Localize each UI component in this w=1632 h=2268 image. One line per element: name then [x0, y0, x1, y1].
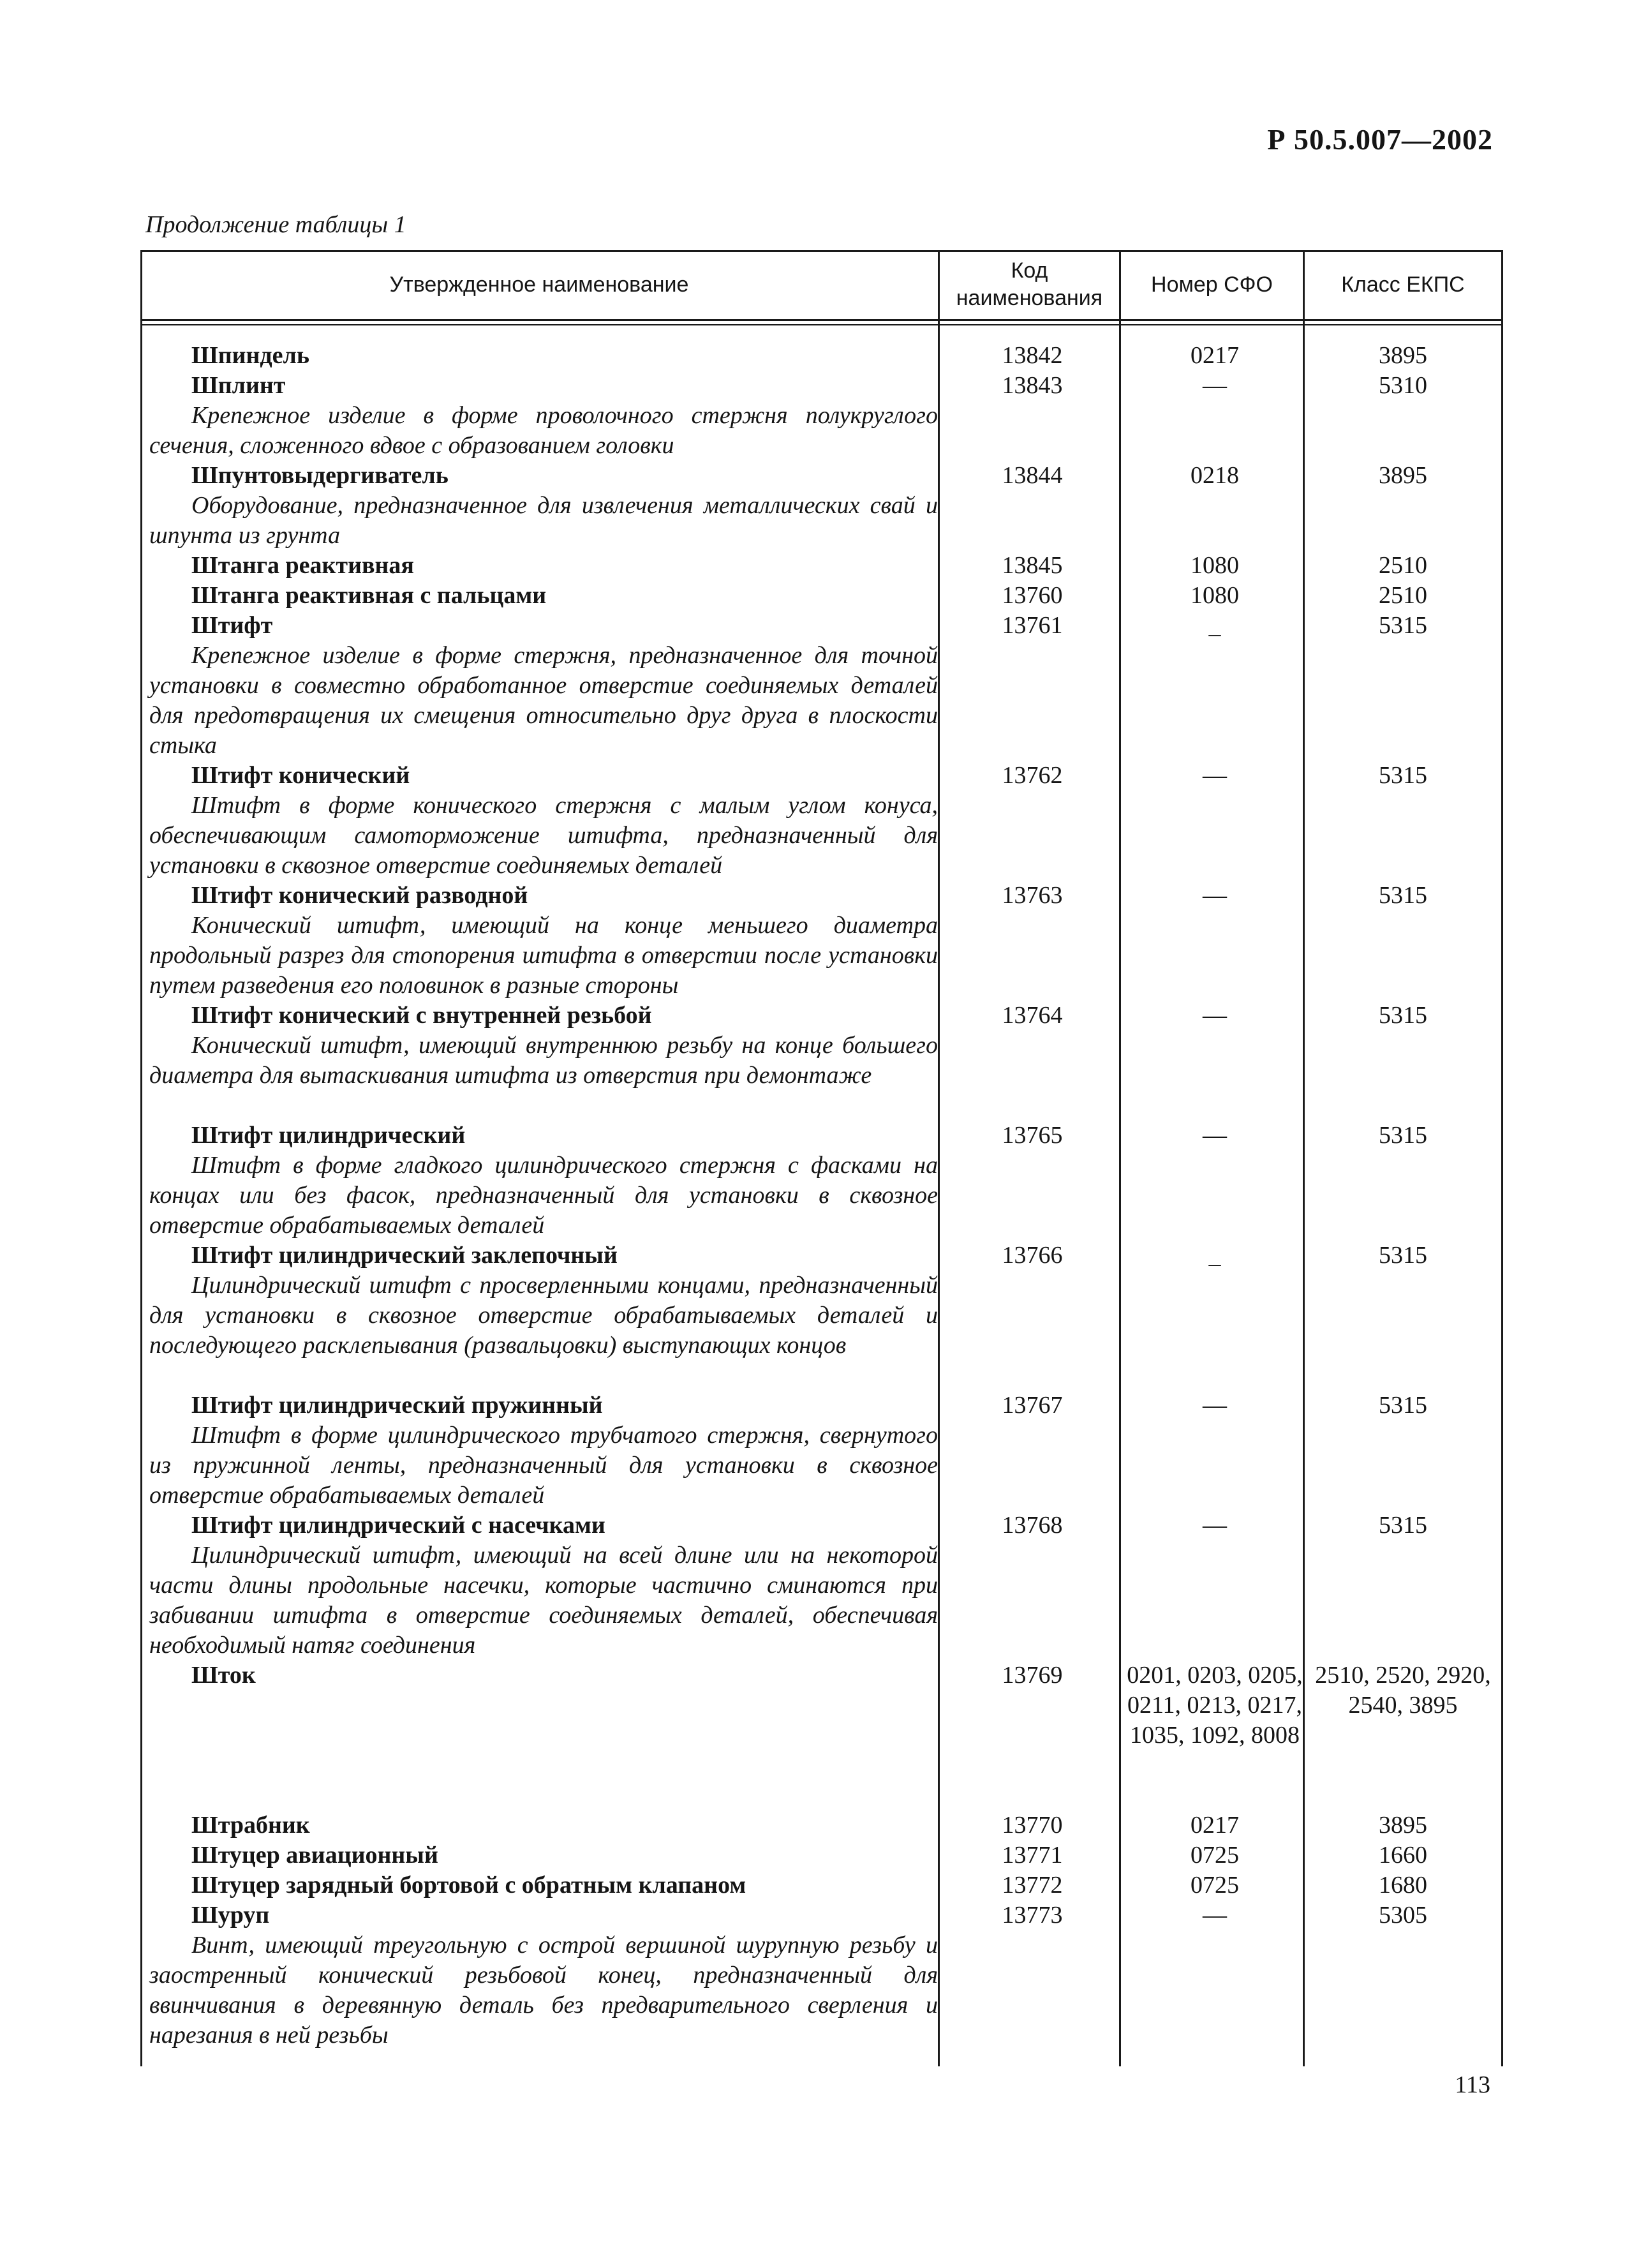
cell-sfo: _	[1208, 612, 1221, 639]
cell-ekps: 3895	[1379, 342, 1427, 369]
table-row	[140, 881, 1503, 1001]
item-description: Штифт в форме гладкого цилиндрического стержня с фасками на концах или без фасок, предназначенный для установки в сквозное отверстие обрабатываемых деталей	[149, 1152, 938, 1239]
item-description: Конический штифт, имеющий внутреннюю резьбу на конце большего диаметра для вытаскивания штифта из отверстия при демонтаже	[149, 1032, 938, 1089]
item-description: Винт, имеющий треугольную с острой вершиной шурупную резьбу и заостренный конический резьбовой конец, предназначенный для ввинчивания в деревянную деталь без предварительного сверления и нарезания в ней резьбы	[149, 1932, 938, 2048]
table-row	[140, 341, 1503, 371]
cell-ekps: 5315	[1379, 1512, 1427, 1539]
cell-name	[140, 551, 938, 581]
table-row	[140, 1391, 1503, 1511]
cell-ekps: 5315	[1379, 1392, 1427, 1419]
cell-name	[140, 1121, 938, 1241]
table-row	[140, 1001, 1503, 1121]
main-table	[140, 250, 1503, 2066]
cell-code: 13844	[1002, 462, 1063, 489]
cell-name	[140, 881, 938, 1001]
item-description: Штифт в форме конического стержня с малым углом конуса, обеспечивающим самоторможение штифта, предназначенный для установки в сквозное отверстие соединяемых деталей	[149, 792, 938, 879]
cell-code: 13842	[1002, 342, 1063, 369]
cell-code: 13770	[1002, 1812, 1063, 1839]
item-name: Шплинт	[191, 372, 286, 399]
header-rule-double	[140, 324, 1503, 325]
cell-ekps: 5315	[1379, 762, 1427, 789]
cell-name	[140, 1660, 938, 1690]
cell-ekps: 3895	[1379, 462, 1427, 489]
item-name: Штуцер зарядный бортовой с обратным клапаном	[191, 1872, 746, 1899]
cell-sfo: 0725	[1191, 1842, 1239, 1869]
cell-sfo: 0725	[1191, 1872, 1239, 1899]
column-header-name: Утвержденное наименование	[389, 272, 689, 297]
cell-code: 13761	[1002, 612, 1063, 639]
item-name: Штифт конический с внутренней резьбой	[191, 1002, 652, 1029]
cell-ekps: 5315	[1379, 882, 1427, 909]
cell-sfo: 0201, 0203, 0205, 0211, 0213, 0217, 1035, 1092, 8008	[1127, 1662, 1303, 1749]
item-description: Оборудование, предназначенное для извлечения металлических свай и шпунта из грунта	[149, 492, 938, 549]
cell-sfo: 0217	[1191, 342, 1239, 369]
document-number: Р 50.5.007—2002	[1267, 123, 1493, 156]
cell-name	[140, 371, 938, 461]
cell-name	[140, 1900, 938, 2050]
cell-sfo: _	[1208, 1242, 1221, 1269]
cell-sfo: —	[1203, 1512, 1227, 1539]
cell-sfo: 0217	[1191, 1812, 1239, 1839]
cell-name	[140, 1870, 938, 1900]
item-name: Штифт цилиндрический	[191, 1122, 466, 1149]
item-name: Штифт цилиндрический с насечками	[191, 1512, 605, 1539]
cell-name	[140, 461, 938, 551]
table-row	[140, 1900, 1503, 2050]
item-name: Штифт конический разводной	[191, 882, 528, 909]
cell-ekps: 2510	[1379, 582, 1427, 609]
cell-name	[140, 1840, 938, 1870]
cell-ekps: 5305	[1379, 1902, 1427, 1929]
column-header-sfo: Номер СФО	[1151, 272, 1273, 297]
table-row	[140, 551, 1503, 581]
item-description: Крепежное изделие в форме стержня, предназначенное для точной установки в совместно обработанное отверстие соединяемых деталей для предотвращения их смещения относительно друг друга в плоскости стыка	[149, 642, 938, 759]
item-name: Штрабник	[191, 1812, 310, 1839]
item-name: Штанга реактивная	[191, 552, 414, 579]
item-name: Штифт цилиндрический заклепочный	[191, 1242, 618, 1269]
item-name: Штифт	[191, 612, 273, 639]
cell-sfo: 0218	[1191, 462, 1239, 489]
cell-sfo: —	[1203, 1902, 1227, 1929]
column-header-code: Код наименования	[956, 258, 1103, 310]
cell-code: 13768	[1002, 1512, 1063, 1539]
cell-name	[140, 761, 938, 881]
table-row	[140, 1511, 1503, 1660]
table-row	[140, 371, 1503, 461]
cell-code: 13843	[1002, 372, 1063, 399]
cell-name	[140, 1391, 938, 1511]
table-row	[140, 761, 1503, 881]
table-row	[140, 1241, 1503, 1391]
item-name: Штифт конический	[191, 762, 410, 789]
item-description: Штифт в форме цилиндрического трубчатого стержня, свернутого из пружинной ленты, предназначенный для установки в сквозное отверстие обрабатываемых деталей	[149, 1422, 938, 1509]
cell-code: 13771	[1002, 1842, 1063, 1869]
item-description: Цилиндрический штифт, имеющий на всей длине или на некоторой части длины продольные насечки, которые частично сминаются при забивании штифта в отверстие соединяемых деталей, обеспечивая необходимый натяг соединения	[149, 1542, 938, 1659]
cell-ekps: 1680	[1379, 1872, 1427, 1899]
cell-code: 13845	[1002, 552, 1063, 579]
table-row	[140, 1810, 1503, 1840]
item-name: Штанга реактивная с пальцами	[191, 582, 547, 609]
table-caption: Продолжение таблицы 1	[145, 211, 406, 238]
header-rule	[140, 319, 1503, 321]
table-body	[140, 341, 1503, 2050]
table-row	[140, 581, 1503, 611]
table-row	[140, 1660, 1503, 1810]
cell-ekps: 5315	[1379, 1242, 1427, 1269]
cell-name	[140, 1810, 938, 1840]
cell-ekps: 5315	[1379, 1002, 1427, 1029]
cell-sfo: —	[1203, 762, 1227, 789]
cell-code: 13765	[1002, 1122, 1063, 1149]
cell-name	[140, 1511, 938, 1660]
cell-code: 13773	[1002, 1902, 1063, 1929]
item-name: Штифт цилиндрический пружинный	[191, 1392, 603, 1419]
table-row	[140, 461, 1503, 551]
cell-sfo: 1080	[1191, 582, 1239, 609]
table-row	[140, 1840, 1503, 1870]
table-row	[140, 611, 1503, 761]
cell-sfo: —	[1203, 372, 1227, 399]
cell-ekps: 2510, 2520, 2920, 2540, 3895	[1315, 1662, 1491, 1719]
cell-ekps: 5310	[1379, 372, 1427, 399]
item-name: Штуцер авиационный	[191, 1842, 438, 1869]
cell-code: 13772	[1002, 1872, 1063, 1899]
cell-ekps: 1660	[1379, 1842, 1427, 1869]
cell-name	[140, 581, 938, 611]
table-row	[140, 1121, 1503, 1241]
page-number: 113	[1455, 2071, 1490, 2098]
cell-name	[140, 1241, 938, 1361]
cell-sfo: —	[1203, 1122, 1227, 1149]
cell-code: 13769	[1002, 1662, 1063, 1689]
cell-name	[140, 1001, 938, 1091]
cell-sfo: —	[1203, 1002, 1227, 1029]
item-description: Цилиндрический штифт с просверленными концами, предназначенный для установки в сквозное отверстие обрабатываемых деталей и последующего расклепывания (развальцовки) выступающих концов	[149, 1272, 938, 1359]
item-name: Шпиндель	[191, 342, 309, 369]
cell-ekps: 5315	[1379, 612, 1427, 639]
cell-code: 13762	[1002, 762, 1063, 789]
cell-code: 13760	[1002, 582, 1063, 609]
item-description: Конический штифт, имеющий на конце меньшего диаметра продольный разрез для стопорения штифта в отверстии после установки путем разведения его половинок в разные стороны	[149, 912, 938, 999]
item-name: Шуруп	[191, 1902, 270, 1929]
cell-ekps: 3895	[1379, 1812, 1427, 1839]
table-row	[140, 1870, 1503, 1900]
cell-code: 13763	[1002, 882, 1063, 909]
cell-name	[140, 611, 938, 761]
column-header-ekps: Класс ЕКПС	[1341, 272, 1465, 297]
item-name: Шпунтовыдергиватель	[191, 462, 449, 489]
cell-name	[140, 341, 938, 371]
cell-sfo: 1080	[1191, 552, 1239, 579]
item-name: Шток	[191, 1662, 256, 1689]
cell-code: 13764	[1002, 1002, 1063, 1029]
cell-ekps: 5315	[1379, 1122, 1427, 1149]
cell-ekps: 2510	[1379, 552, 1427, 579]
cell-code: 13767	[1002, 1392, 1063, 1419]
cell-sfo: —	[1203, 882, 1227, 909]
cell-sfo: —	[1203, 1392, 1227, 1419]
item-description: Крепежное изделие в форме проволочного стержня полукруглого сечения, сложенного вдвое с образованием головки	[149, 402, 938, 459]
cell-code: 13766	[1002, 1242, 1063, 1269]
